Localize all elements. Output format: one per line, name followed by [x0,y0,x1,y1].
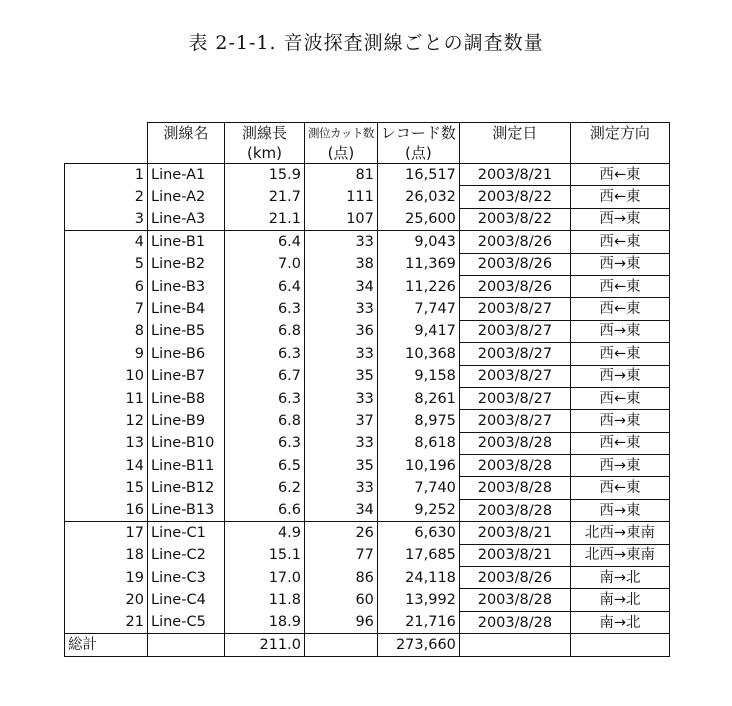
header-survey-date: 測定日 [459,123,570,144]
shot-count-cell: 81 [305,164,378,186]
table-row [65,455,670,477]
shot-count-cell: 111 [305,186,378,208]
survey-date-cell: 2003/8/28 [459,499,570,521]
record-count-cell: 17,685 [377,544,459,566]
header-shot-count: 測位カット数 [305,123,378,144]
line-number-cell: 10 [65,365,148,387]
line-number-cell: 9 [65,343,148,365]
table-row [65,186,670,208]
survey-direction-cell: 西←東 [570,164,669,186]
total-length: 211.0 [225,634,305,656]
survey-date-cell: 2003/8/28 [459,432,570,454]
line-length-cell: 7.0 [225,253,305,275]
record-count-cell: 13,992 [377,589,459,611]
survey-direction-cell: 南→北 [570,567,669,589]
line-number-cell: 21 [65,611,148,633]
line-number-cell: 13 [65,432,148,454]
record-count-cell: 26,032 [377,186,459,208]
record-count-cell: 9,043 [377,231,459,253]
shot-count-cell: 107 [305,208,378,230]
line-name-cell: Line-C4 [148,589,225,611]
survey-date-cell: 2003/8/21 [459,522,570,544]
survey-date-cell: 2003/8/27 [459,343,570,365]
line-length-cell: 6.3 [225,298,305,320]
record-count-cell: 7,747 [377,298,459,320]
shot-count-cell: 38 [305,253,378,275]
survey-direction-cell: 西→東 [570,499,669,521]
line-name-cell: Line-A2 [148,186,225,208]
table-row [65,231,670,253]
survey-direction-cell: 北西→東南 [570,544,669,566]
survey-direction-cell: 西←東 [570,387,669,409]
shot-count-cell: 96 [305,611,378,633]
shot-count-cell: 33 [305,477,378,499]
record-count-cell: 16,517 [377,164,459,186]
survey-date-cell: 2003/8/26 [459,275,570,297]
line-number-cell: 17 [65,522,148,544]
shot-count-cell: 33 [305,298,378,320]
line-length-cell: 17.0 [225,567,305,589]
line-number-cell: 20 [65,589,148,611]
record-count-cell: 11,226 [377,275,459,297]
line-name-cell: Line-B1 [148,231,225,253]
line-number-cell: 8 [65,320,148,342]
survey-date-cell: 2003/8/28 [459,477,570,499]
line-name-cell: Line-C5 [148,611,225,633]
header-blank [148,143,225,164]
survey-date-cell: 2003/8/27 [459,365,570,387]
header-shot-unit: (点) [305,143,378,164]
line-number-cell: 5 [65,253,148,275]
line-name-cell: Line-C3 [148,567,225,589]
shot-count-cell: 33 [305,387,378,409]
line-number-cell: 4 [65,231,148,253]
total-blank [570,634,669,656]
shot-count-cell: 33 [305,432,378,454]
line-length-cell: 6.4 [225,231,305,253]
line-name-cell: Line-B9 [148,410,225,432]
table-row [65,410,670,432]
survey-direction-cell: 北西→東南 [570,522,669,544]
line-name-cell: Line-A3 [148,208,225,230]
table-row [65,589,670,611]
line-length-cell: 11.8 [225,589,305,611]
survey-quantity-table [64,122,670,657]
line-name-cell: Line-A1 [148,164,225,186]
line-name-cell: Line-B4 [148,298,225,320]
table-row [65,499,670,521]
line-length-cell: 6.7 [225,365,305,387]
header-line-length: 測線長 [225,123,305,144]
table-caption: 表 2-1-1. 音波探査測線ごとの調査数量 [188,32,544,54]
total-blank [305,634,378,656]
total-row [65,634,670,656]
line-length-cell: 15.9 [225,164,305,186]
record-count-cell: 21,716 [377,611,459,633]
survey-direction-cell: 西←東 [570,231,669,253]
table-row [65,365,670,387]
survey-date-cell: 2003/8/27 [459,320,570,342]
line-number-cell: 1 [65,164,148,186]
table-body [65,164,670,634]
record-count-cell: 9,417 [377,320,459,342]
line-name-cell: Line-B6 [148,343,225,365]
survey-date-cell: 2003/8/28 [459,611,570,633]
line-length-cell: 15.1 [225,544,305,566]
line-number-cell: 16 [65,499,148,521]
line-length-cell: 6.4 [225,275,305,297]
shot-count-cell: 36 [305,320,378,342]
shot-count-cell: 33 [305,343,378,365]
record-count-cell: 25,600 [377,208,459,230]
record-count-cell: 9,252 [377,499,459,521]
table-row [65,208,670,230]
line-length-cell: 6.3 [225,432,305,454]
table-row [65,611,670,633]
line-length-cell: 21.7 [225,186,305,208]
survey-direction-cell: 西←東 [570,432,669,454]
survey-date-cell: 2003/8/21 [459,164,570,186]
table-row [65,275,670,297]
survey-date-cell: 2003/8/21 [459,544,570,566]
record-count-cell: 8,618 [377,432,459,454]
line-number-cell: 3 [65,208,148,230]
line-number-cell: 12 [65,410,148,432]
total-label: 総計 [65,634,148,656]
shot-count-cell: 35 [305,365,378,387]
survey-direction-cell: 西→東 [570,208,669,230]
table-row [65,432,670,454]
line-length-cell: 6.5 [225,455,305,477]
line-length-cell: 18.9 [225,611,305,633]
survey-direction-cell: 西←東 [570,477,669,499]
table-row [65,343,670,365]
line-number-cell: 18 [65,544,148,566]
header-blank [65,123,148,144]
shot-count-cell: 35 [305,455,378,477]
table-row [65,298,670,320]
record-count-cell: 11,369 [377,253,459,275]
total-blank [148,634,225,656]
survey-direction-cell: 西←東 [570,275,669,297]
survey-direction-cell: 西←東 [570,186,669,208]
record-count-cell: 8,261 [377,387,459,409]
line-name-cell: Line-C2 [148,544,225,566]
line-length-cell: 6.8 [225,320,305,342]
line-length-cell: 6.3 [225,343,305,365]
record-count-cell: 6,630 [377,522,459,544]
survey-direction-cell: 南→北 [570,611,669,633]
line-length-cell: 21.1 [225,208,305,230]
record-count-cell: 10,196 [377,455,459,477]
line-name-cell: Line-B5 [148,320,225,342]
line-number-cell: 15 [65,477,148,499]
survey-date-cell: 2003/8/22 [459,208,570,230]
line-name-cell: Line-B12 [148,477,225,499]
total-blank [459,634,570,656]
shot-count-cell: 77 [305,544,378,566]
survey-direction-cell: 西→東 [570,253,669,275]
header-record-count: レコード数 [377,123,459,144]
survey-direction-cell: 西←東 [570,343,669,365]
table-row [65,477,670,499]
line-name-cell: Line-B7 [148,365,225,387]
line-length-cell: 4.9 [225,522,305,544]
survey-direction-cell: 西←東 [570,298,669,320]
line-number-cell: 2 [65,186,148,208]
line-length-cell: 6.6 [225,499,305,521]
header-blank [65,143,148,164]
total-records: 273,660 [377,634,459,656]
header-record-unit: (点) [377,143,459,164]
line-name-cell: Line-B3 [148,275,225,297]
record-count-cell: 7,740 [377,477,459,499]
survey-date-cell: 2003/8/22 [459,186,570,208]
shot-count-cell: 26 [305,522,378,544]
record-count-cell: 9,158 [377,365,459,387]
header-length-unit: (km) [225,143,305,164]
header-blank [570,143,669,164]
line-length-cell: 6.8 [225,410,305,432]
shot-count-cell: 60 [305,589,378,611]
survey-date-cell: 2003/8/27 [459,387,570,409]
shot-count-cell: 34 [305,499,378,521]
header-blank [459,143,570,164]
table-row [65,253,670,275]
survey-date-cell: 2003/8/26 [459,231,570,253]
survey-date-cell: 2003/8/28 [459,455,570,477]
line-length-cell: 6.3 [225,387,305,409]
shot-count-cell: 86 [305,567,378,589]
line-name-cell: Line-B2 [148,253,225,275]
table-row [65,387,670,409]
survey-direction-cell: 西→東 [570,365,669,387]
survey-date-cell: 2003/8/28 [459,589,570,611]
header-survey-direction: 測定方向 [570,123,669,144]
table-row [65,164,670,186]
survey-direction-cell: 西→東 [570,320,669,342]
line-number-cell: 14 [65,455,148,477]
shot-count-cell: 33 [305,231,378,253]
line-name-cell: Line-C1 [148,522,225,544]
survey-date-cell: 2003/8/26 [459,253,570,275]
survey-direction-cell: 南→北 [570,589,669,611]
table-row [65,544,670,566]
shot-count-cell: 37 [305,410,378,432]
record-count-cell: 24,118 [377,567,459,589]
line-number-cell: 11 [65,387,148,409]
survey-direction-cell: 西→東 [570,455,669,477]
survey-date-cell: 2003/8/26 [459,567,570,589]
survey-direction-cell: 西→東 [570,410,669,432]
record-count-cell: 10,368 [377,343,459,365]
shot-count-cell: 34 [305,275,378,297]
header-line-name: 測線名 [148,123,225,144]
line-name-cell: Line-B11 [148,455,225,477]
line-name-cell: Line-B13 [148,499,225,521]
line-name-cell: Line-B10 [148,432,225,454]
line-number-cell: 19 [65,567,148,589]
record-count-cell: 8,975 [377,410,459,432]
line-number-cell: 7 [65,298,148,320]
line-name-cell: Line-B8 [148,387,225,409]
line-number-cell: 6 [65,275,148,297]
survey-date-cell: 2003/8/27 [459,298,570,320]
survey-date-cell: 2003/8/27 [459,410,570,432]
line-length-cell: 6.2 [225,477,305,499]
table-row [65,567,670,589]
table-row [65,320,670,342]
table-row [65,522,670,544]
